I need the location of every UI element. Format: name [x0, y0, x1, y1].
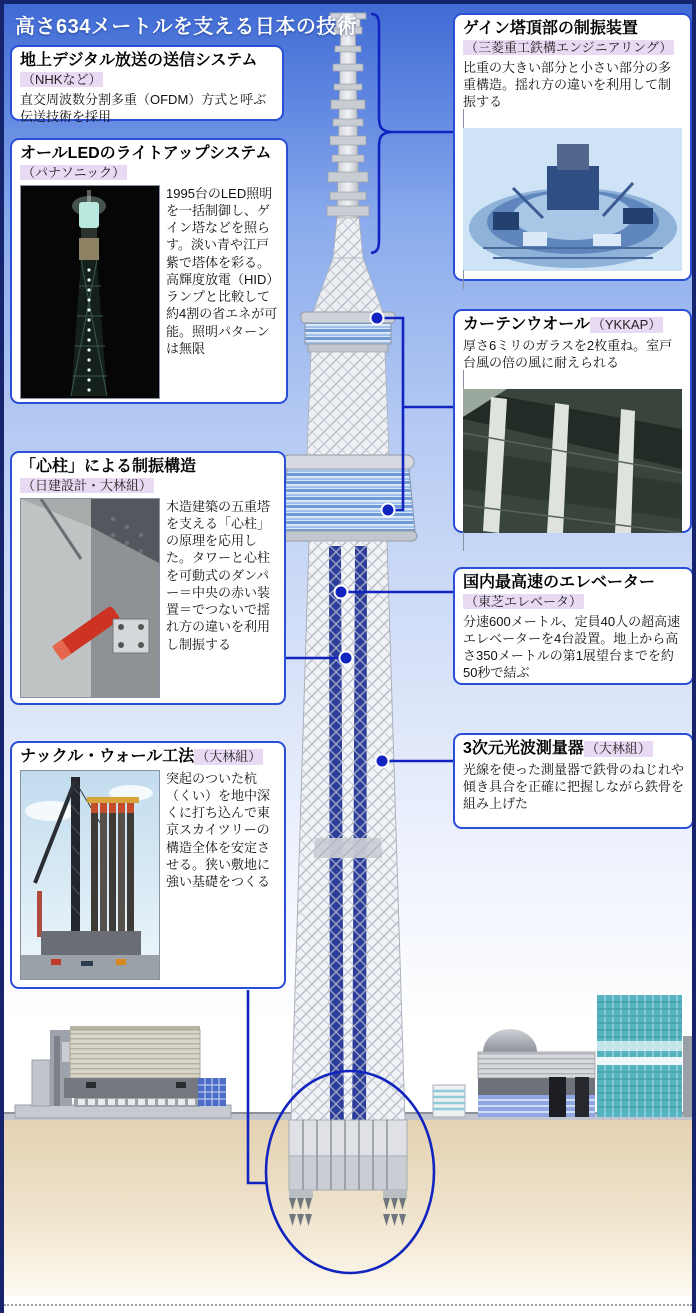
callout-title: 国内最高速のエレベーター — [463, 574, 656, 591]
callout-title: ゲイン塔頂部の制振装置 — [463, 20, 638, 37]
core-column-damper-photo — [20, 498, 160, 698]
gain-tower-brace — [371, 14, 391, 253]
company-tag: （NHKなど） — [22, 71, 102, 87]
callout-body: 木造建築の五重塔を支える「心柱」の原理を応用した。タワーと心柱を可動式のダンパー＝中央の赤い装置＝でつないで揺れ方の違いを利用し制振する — [166, 498, 271, 652]
callout-body: 比重の大きい部分と小さい部分の多重構造。揺れ方の違いを利用して制振する — [463, 59, 672, 110]
callout-title: オールLEDのライトアップシステム — [20, 145, 272, 162]
company-tag: （大林組） — [196, 749, 262, 764]
callout-body: 突起のついた杭（くい）を地中深くに打ち込んで東京スカイツリーの構造全体を安定させる。狭い敷地に強い基礎をつくる — [166, 770, 271, 890]
frame-border-right — [692, 0, 696, 1313]
connector-dot — [340, 652, 353, 665]
foundation-piles — [289, 1120, 407, 1226]
company-tag: （三菱重工鉄構エンジニアリング） — [465, 39, 673, 55]
company-tag: （東芝エレベータ） — [465, 593, 583, 609]
foundation-construction-photo — [20, 770, 160, 980]
company-tag: （大林組） — [585, 741, 651, 756]
callout-title: ナックル・ウォール工法 — [20, 748, 195, 765]
company-tag: （日建設計・大林組） — [22, 477, 153, 493]
callout-body: 光線を使った測量器で鉄骨のねじれや傾き具合を正確に把握しながら鉄骨を組み上げた — [463, 761, 685, 812]
connector-dot — [376, 755, 389, 768]
damper-machinery-photo — [463, 109, 682, 289]
connector-dot — [335, 586, 348, 599]
callout-led-lightup — [10, 138, 288, 404]
night-lit-tower-photo — [20, 185, 160, 399]
tembo-deck — [281, 469, 415, 531]
tembo-galleria-deck — [305, 323, 391, 344]
callout-body: 分速600メートル、定員40人の超高速エレベーターを4台設置。地上から高さ350メートルの第1展望台までを約50秒で結ぶ — [463, 613, 681, 681]
frame-border-bottom — [4, 1304, 692, 1306]
curtain-wall-glass-photo — [463, 370, 682, 551]
company-tag: （パナソニック） — [22, 164, 126, 180]
callout-title: 地上デジタル放送の送信システム — [20, 52, 258, 69]
callout-title: 「心柱」による制振構造 — [20, 458, 197, 475]
company-tag: （YKKAP） — [591, 317, 662, 332]
callout-title: 3次元光波測量器 — [463, 740, 584, 757]
callout-gain-tower-damper — [453, 13, 692, 281]
callout-elevator — [453, 567, 694, 685]
page-title: 高さ634メートルを支える日本の技術 — [15, 16, 358, 38]
callout-title: カーテンウオール — [463, 316, 590, 333]
frame-border-left — [0, 0, 4, 1313]
callout-survey-instrument — [453, 733, 694, 829]
callout-shinbashira — [10, 451, 286, 705]
callout-curtain-wall — [453, 309, 692, 533]
callout-digital-broadcast — [10, 45, 284, 124]
knuckle-pile-spikes — [289, 1198, 406, 1226]
callout-body: 直交周波数分割多重（OFDM）方式と呼ぶ伝送技術を採用 — [20, 91, 267, 124]
frame-border-top — [0, 0, 696, 4]
callout-knuckle-wall — [10, 741, 286, 989]
connector-line-knuckle — [248, 990, 267, 1183]
connector-dot — [382, 504, 395, 517]
callout-body: 厚さ6ミリのガラスを2枚重ね。室戸台風の倍の風に耐えられる — [463, 337, 673, 370]
callout-body: 1995台のLED照明を一括制御し、ゲイン塔などを照らす。淡い青や江戸紫で塔体を彩る。高輝度放電（HID）ランプと比較して約4割の省エネが可能。照明パターンは無限 — [166, 185, 278, 357]
skytree-tower — [279, 13, 417, 1156]
connector-dot — [371, 312, 384, 325]
